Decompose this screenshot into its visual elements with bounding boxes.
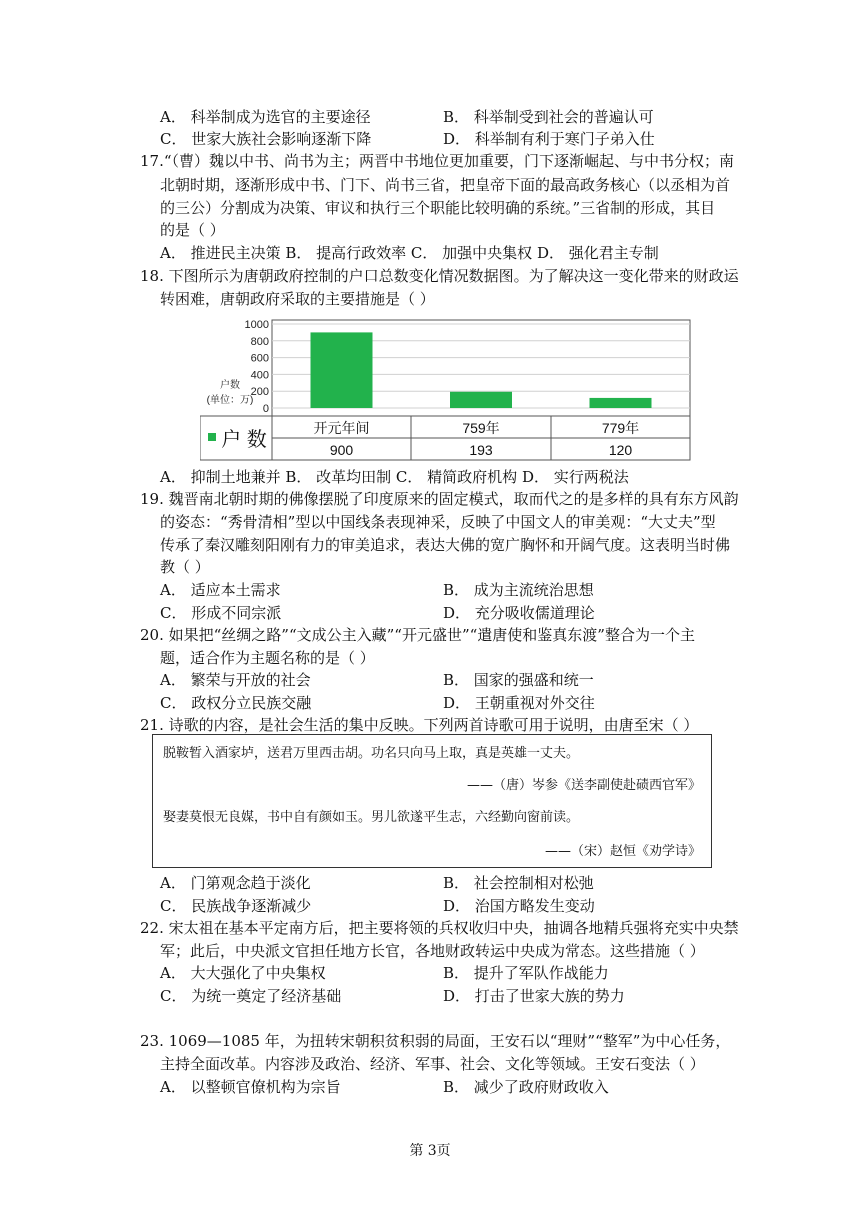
y-tick-label: 400 — [250, 369, 269, 382]
y-tick-label: 200 — [250, 386, 269, 399]
q21-option-d: D． 治国方略发生变动 — [443, 897, 595, 915]
poem-1-text: 脱鞍暂入酒家垆，送君万里西击胡。功名只向马上取，真是英雄一丈夫。 — [163, 746, 580, 761]
q18-line-2: 转困难，唐朝政府采取的主要措施是（ ） — [160, 290, 435, 308]
q16-option-c: C． 世家大族社会影响逐渐下降 — [160, 130, 372, 148]
q21-option-c: C． 民族战争逐渐减少 — [160, 897, 312, 915]
q17-line-3: 的三公）分割成为决策、审议和执行三个职能比较明确的系统。”三省制的形成，其目 — [160, 199, 716, 217]
q22-option-c: C． 为统一奠定了经济基础 — [160, 987, 342, 1005]
q19-line-4: 教（ ） — [160, 558, 210, 576]
legend-label: 户 数 — [221, 429, 267, 451]
y-tick-label: 800 — [250, 335, 269, 348]
q19-option-b: B． 成为主流统治思想 — [443, 581, 594, 599]
q21-option-b: B． 社会控制相对松弛 — [443, 874, 594, 892]
poem-1-source: ——（唐）岑参《送李副使赴碛西官军》 — [466, 778, 701, 793]
q18-options: A． 抑制土地兼并 B． 改革均田制 C． 精简政府机构 D． 实行两税法 — [160, 468, 629, 486]
q19-option-a: A． 适应本土需求 — [160, 581, 281, 599]
q19-line-3: 传承了秦汉雕刻阳刚有力的审美追求，表达大佛的宽广胸怀和开阔气度。这表明当时佛 — [160, 536, 731, 554]
category-label: 759年 — [462, 420, 500, 436]
q19-option-d: D． 充分吸收儒道理论 — [443, 604, 595, 622]
q16-option-a: A． 科举制成为选官的主要途径 — [160, 108, 371, 126]
q22-line-1: 22. 宋太祖在基本平定南方后，把主要将领的兵权收归中央，抽调各地精兵强将充实中央禁 — [140, 919, 739, 937]
poem-2-text: 娶妻莫恨无良媒，书中自有颜如玉。男儿欲遂平生志，六经勤向窗前读。 — [163, 810, 580, 825]
bar-2 — [590, 398, 652, 408]
q17-options: A． 推进民主决策 B． 提高行政效率 C． 加强中央集权 D． 强化君主专制 — [160, 244, 659, 262]
y-axis-label-line2: (单位：万) — [206, 395, 254, 406]
q19-option-c: C． 形成不同宗派 — [160, 604, 282, 622]
y-tick-label: 1000 — [244, 319, 269, 331]
poem-box — [152, 734, 712, 868]
q22-line-2: 军；此后，中央派文官担任地方长官，各地财政转运中央成为常态。这些措施（ ） — [160, 942, 705, 960]
q19-line-2: 的姿态：“秀骨清相”型以中国线条表现神采，反映了中国文人的审美观：“大丈夫”型 — [160, 513, 716, 531]
q17-line-1: 17.“（曹）魏以中书、尚书为主；两晋中书地位更加重要，门下逐渐崛起、与中书分权；南 — [140, 152, 735, 170]
category-label: 开元年间 — [313, 420, 370, 436]
q22-option-d: D． 打击了世家大族的势力 — [443, 987, 625, 1005]
q19-line-1: 19. 魏晋南北朝时期的佛像摆脱了印度原来的固定模式，取而代之的是多样的具有东方风韵 — [140, 490, 739, 508]
page-number: 第 3页 — [409, 1143, 451, 1159]
q20-line-2: 题，适合作为主题名称的是（ ） — [160, 649, 375, 667]
q17-line-4: 的是（ ） — [160, 221, 225, 239]
q22-option-b: B． 提升了军队作战能力 — [443, 964, 609, 982]
bar-0 — [311, 332, 373, 408]
q16-option-b: B． 科举制受到社会的普遍认可 — [443, 108, 654, 126]
bar-1 — [450, 392, 512, 408]
q23-option-b: B． 减少了政府财政收入 — [443, 1078, 609, 1096]
y-tick-label: 600 — [250, 352, 269, 365]
value-label: 900 — [329, 442, 354, 458]
q20-option-c: C． 政权分立民族交融 — [160, 694, 312, 712]
q20-option-a: A． 繁荣与开放的社会 — [160, 671, 311, 689]
q23-line-1: 23. 1069—1085 年，为扭转宋朝积贫积弱的局面，王安石以“理财”“整军”为中心任务， — [140, 1032, 731, 1050]
household-chart — [200, 316, 692, 462]
household-chart-svg — [200, 316, 692, 462]
y-axis-label-line1: 户数 — [220, 380, 240, 391]
q21-option-a: A． 门第观念趋于淡化 — [160, 874, 311, 892]
value-label: 120 — [608, 442, 633, 458]
q20-line-1: 20. 如果把“丝绸之路”“文成公主入藏”“开元盛世”“遣唐使和鉴真东渡”整合为一个主 — [140, 626, 695, 644]
q22-option-a: A． 大大强化了中央集权 — [160, 964, 326, 982]
q20-option-d: D． 王朝重视对外交往 — [443, 694, 595, 712]
q23-line-2: 主持全面改革。内容涉及政治、经济、军事、社会、文化等领域。王安石变法（ ） — [160, 1055, 705, 1073]
q17-line-2: 北朝时期，逐渐形成中书、门下、尚书三省，把皇帝下面的最高政务核心（以丞相为首 — [160, 176, 731, 194]
q23-option-a: A． 以整顿官僚机构为宗旨 — [160, 1078, 341, 1096]
value-label: 193 — [469, 442, 493, 458]
q18-line-1: 18. 下图所示为唐朝政府控制的户口总数变化情况数据图。为了解决这一变化带来的财政运 — [140, 267, 739, 285]
poem-2-source: ——（宋）赵恒《劝学诗》 — [544, 844, 701, 859]
q16-option-d: D． 科举制有利于寒门子弟入仕 — [443, 130, 655, 148]
category-label: 779年 — [601, 420, 640, 436]
y-tick-label: 0 — [262, 403, 269, 415]
q21-line-1: 21. 诗歌的内容，是社会生活的集中反映。下列两首诗歌可用于说明，由唐至宋（ ） — [140, 716, 699, 734]
q20-option-b: B． 国家的强盛和统一 — [443, 671, 594, 689]
legend-swatch — [208, 433, 216, 441]
